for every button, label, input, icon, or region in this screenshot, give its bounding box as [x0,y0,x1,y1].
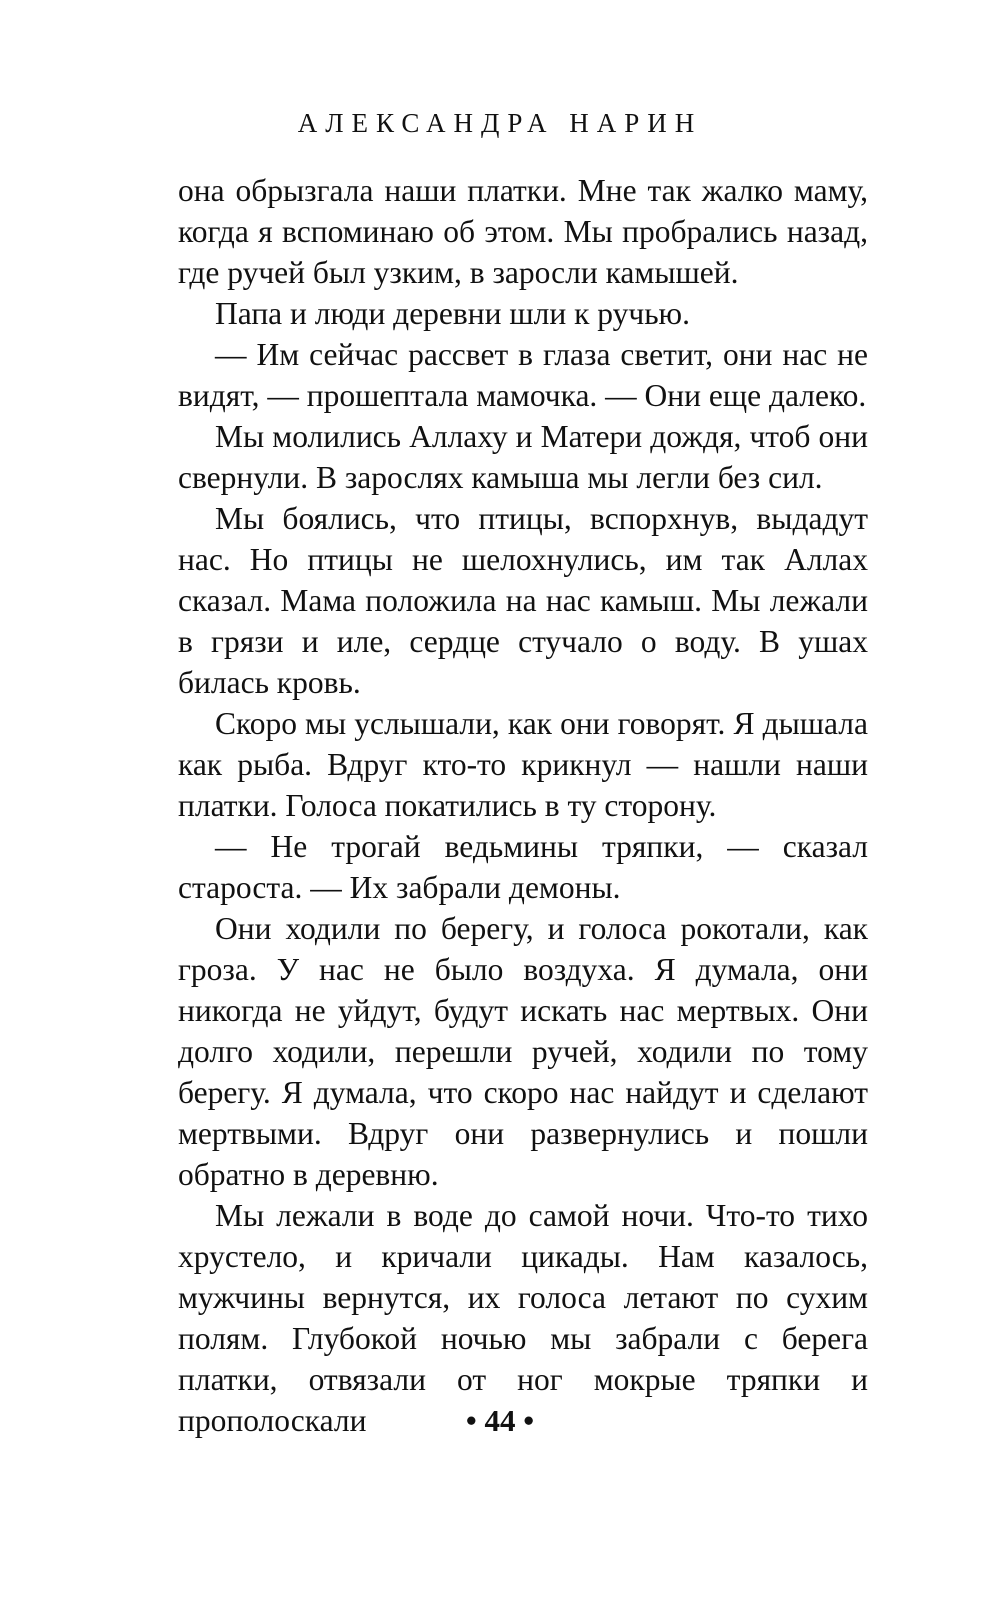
paragraph: Папа и люди деревни шли к ручью. [215,296,690,331]
body-text [178,170,868,1441]
paragraph: Мы боялись, что птицы, вспорхнув, выдадут нас. Но птицы не шелохнулись, им так Аллах сказал. Мама положила на нас камыш. Мы лежали в грязи и иле, сердце стучало о воду. В ушах билась кровь. [178,501,868,700]
paragraph: — Им сейчас рассвет в глаза светит, они нас не видят, — прошептала мамочка. — Они еще далеко. [178,337,868,413]
paragraph: — Не трогай ведьмины тряпки, — сказал староста. — Их забрали демоны. [178,829,868,905]
paragraph: Скоро мы услышали, как они говорят. Я дышала как рыба. Вдруг кто-то крикнул — нашли наши платки. Голоса покатились в ту сторону. [178,706,868,823]
running-header-author: АЛЕКСАНДРА НАРИН [297,108,703,138]
paragraph: Они ходили по берегу, и голоса рокотали, как гроза. У нас не было воздуха. Я думала, они никогда не уйдут, будут искать нас мертвых. Они долго ходили, перешли ручей, ходили по тому берегу. Я думала, что скоро нас найдут и сделают мертвыми. Вдруг они развернулись и пошли обратно в деревню. [178,911,868,1192]
paragraph: Мы лежали в воде до самой ночи. Что-то тихо хрустело, и кричали цикады. Нам казалось, мужчины вернутся, их голоса летают по сухим полям. Глубокой ночью мы забрали с берега платки, отвязали от ног мокрые тряпки и прополоскали [178,1198,868,1438]
paragraph: Мы молились Аллаху и Матери дождя, чтоб они свернули. В зарослях камыша мы легли без сил. [178,419,868,495]
page-number: • 44 • [465,1403,535,1438]
paragraph: она обрызгала наши платки. Мне так жалко маму, когда я вспоминаю об этом. Мы пробрались назад, где ручей был узким, в заросли камышей. [178,173,868,290]
